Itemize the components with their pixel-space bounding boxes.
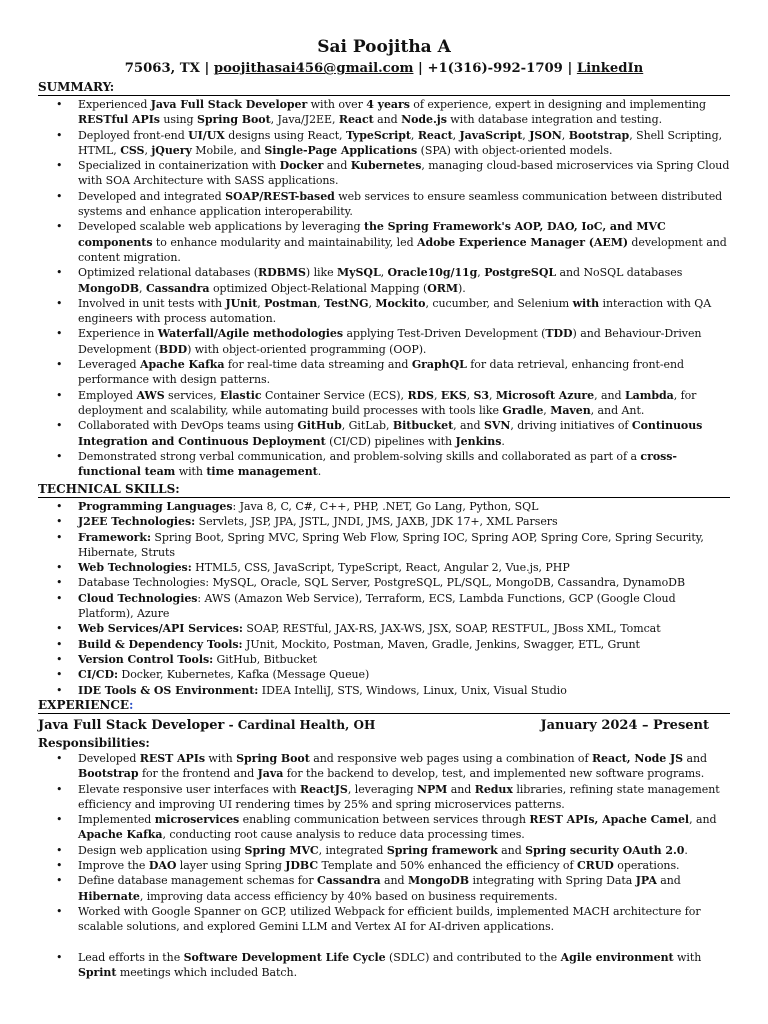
separator: | [562, 61, 577, 76]
text: and [323, 159, 351, 173]
text: optimized Object-Relational Mapping ( [209, 281, 428, 295]
bold-text: Single-Page Applications [264, 143, 418, 157]
text: , and Ant. [590, 403, 645, 417]
bold-text: RESTful APIs [78, 113, 160, 127]
text: , and [689, 813, 717, 827]
text: IDEA IntelliJ, STS, Windows, Linux, Unix, Visual Studio [258, 683, 567, 697]
bullet-item [38, 189, 730, 220]
bullet-icon: • [56, 358, 63, 372]
bullet-icon: • [56, 449, 63, 463]
text: operations. [613, 859, 680, 873]
bullet-icon: • [56, 874, 63, 888]
bullet-item [38, 514, 730, 529]
bold-text: Bitbucket [392, 419, 454, 433]
bold-text: CI/CD: [78, 668, 118, 682]
text: ) with object-oriented programming (OOP). [187, 342, 427, 356]
text: , conducting root cause analysis to reduce data processing times. [162, 828, 525, 842]
bold-text: Adobe Experience Manager (AEM) [417, 235, 628, 249]
bullet-icon: • [56, 327, 63, 341]
separator: | [199, 61, 214, 76]
text: HTML5, CSS, JavaScript, TypeScript, React, Angular 2, Vue.js, PHP [191, 561, 570, 575]
bullet-icon: • [56, 266, 63, 280]
summary-heading: SUMMARY: [38, 80, 730, 96]
bold-text: UI/UX [188, 128, 225, 142]
text: Involved in unit tests with [78, 296, 226, 310]
bullet-icon: • [56, 500, 63, 513]
phone: +1(316)-992-1709 [427, 61, 563, 76]
text: Experienced [78, 98, 151, 111]
bold-text: Programming Languages [78, 500, 233, 513]
bold-text: REST APIs [139, 752, 205, 765]
text: Template and 50% enhanced the efficiency of [318, 859, 577, 873]
text: , for deployment and scalability, while automating build processes with tools like [78, 388, 697, 417]
text: , and [453, 419, 484, 433]
text: Database Technologies: [78, 576, 210, 590]
text: services, [164, 388, 221, 402]
bold-text: CRUD [576, 859, 614, 873]
text: , [410, 128, 418, 142]
text: , GitLab, [341, 419, 393, 433]
bold-text: Version Control Tools: [78, 652, 214, 666]
bold-text: Spring Boot [236, 752, 310, 765]
text: and [497, 843, 526, 857]
bullet-icon: • [56, 388, 63, 402]
bullet-icon: • [56, 782, 63, 796]
candidate-name: Sai Poojitha A [317, 37, 451, 57]
bullet-icon: • [56, 752, 63, 765]
text: web services to ensure seamless communication between distributed systems and enhance application interoperability. [78, 189, 723, 219]
text: , [477, 266, 485, 280]
text: designs using React, [224, 128, 346, 142]
bold-text: SVN [483, 419, 511, 433]
text: ) and Behaviour-Driven Development ( [78, 327, 702, 356]
bold-text: JUnit [225, 296, 258, 310]
text: layer using Spring [176, 859, 286, 873]
list-spacer [38, 935, 730, 950]
text: MySQL, Oracle, SQL Server, PostgreSQL, PL/SQL, MongoDB, Cassandra, DynamoDB [209, 576, 685, 590]
text: and [447, 782, 475, 796]
bold-text: Spring security OAuth 2.0 [525, 843, 685, 857]
text: and [373, 113, 402, 127]
text: , [466, 388, 474, 402]
bold-text: Sprint [78, 965, 117, 979]
experience-section [38, 698, 730, 980]
bullet-icon: • [56, 843, 63, 857]
bullet-item [38, 560, 730, 575]
text: Optimized relational databases ( [78, 266, 259, 280]
bullet-icon: • [56, 591, 63, 605]
bold-text: jQuery [151, 143, 192, 157]
bold-text: S3 [473, 388, 489, 402]
bullet-icon: • [56, 859, 63, 873]
bullet-item [38, 858, 730, 873]
bold-text: Agile environment [560, 950, 674, 964]
responsibilities-list [38, 751, 730, 980]
text: ). [457, 281, 466, 295]
bullet-item [38, 128, 730, 159]
text: , Java/J2EE, [270, 113, 339, 127]
text: Demonstrated strong verbal communication, and problem-solving skills and collaborated as part of a [78, 449, 641, 463]
bullet-icon: • [56, 128, 63, 142]
bullet-item [38, 219, 730, 265]
bullet-icon: • [56, 576, 63, 590]
bullet-icon: • [56, 683, 63, 697]
bold-text: Spring framework [386, 843, 498, 857]
bullet-item [38, 388, 730, 419]
text: Specialized in containerization with [78, 159, 280, 173]
text: Leveraged [78, 358, 140, 372]
bold-text: Mockito [375, 296, 426, 310]
text: Worked with Google Spanner on GCP, utilized Webpack for efficient builds, implemented MACH architecture for scalable solutions, and explored Gemini LLM and Vertex AI for AI-driven applications. [78, 904, 701, 934]
bullet-item [38, 499, 730, 514]
text: Developed scalable web applications by leveraging [78, 220, 364, 234]
bold-text: Web Services/API Services: [78, 622, 243, 636]
job-title: Java Full Stack Developer [38, 718, 225, 733]
bullet-item [38, 751, 730, 782]
bullet-icon: • [56, 813, 63, 827]
bold-text: Elastic [220, 388, 262, 402]
bold-text: Apache Kafka [139, 358, 225, 372]
summary-section [38, 80, 730, 479]
bold-text: JSON [529, 128, 562, 142]
text: of experience, expert in designing and implementing [409, 98, 707, 111]
text: development and content migration. [78, 235, 727, 264]
bold-text: Software Development Life Cycle [183, 950, 386, 964]
text: Collaborated with DevOps teams using [78, 419, 298, 433]
text: , [543, 403, 551, 417]
bold-text: Maven [550, 403, 591, 417]
text: Define database management schemas for [78, 874, 317, 888]
bold-text: J2EE Technologies: [78, 515, 196, 529]
job-dates: January 2024 – Present [540, 718, 709, 733]
text: applying Test-Driven Development ( [343, 327, 546, 341]
text: libraries, refining state management efficiency and improving UI rendering times by 25% and spring microservices patterns. [78, 782, 720, 811]
text: , [380, 266, 388, 280]
experience-heading [38, 698, 730, 714]
bold-text: Bootstrap [568, 128, 630, 142]
bold-text: Docker [279, 159, 324, 173]
bullet-icon: • [56, 189, 63, 203]
bullet-item [38, 357, 730, 388]
skills-list [38, 499, 730, 698]
bold-text: JDBC [285, 859, 319, 873]
bold-text: EKS [440, 388, 467, 402]
bullet-item [38, 683, 730, 698]
bold-text: TDD [545, 327, 573, 341]
text: , [368, 296, 376, 310]
text: integrating with Spring Data [469, 874, 636, 888]
text: with over [307, 98, 367, 111]
job-title-line [38, 716, 375, 735]
text: Developed [78, 752, 140, 765]
bold-text: Cassandra [145, 281, 210, 295]
text: Elevate responsive user interfaces with [78, 782, 300, 796]
bullet-item [38, 621, 730, 636]
bullet-item [38, 418, 730, 449]
text: , [561, 128, 569, 142]
text: SOAP, RESTful, JAX-RS, JAX-WS, JSX, SOAP, RESTFUL, JBoss XML, Tomcat [242, 622, 661, 636]
text: Employed [78, 388, 137, 402]
bullet-item [38, 449, 730, 480]
bold-text: JPA [635, 874, 657, 888]
bold-text: Jenkins [455, 434, 502, 448]
bullet-item [38, 667, 730, 682]
bold-text: microservices [154, 813, 240, 827]
bullet-item [38, 782, 730, 813]
bold-text: Java Full Stack Developer [150, 98, 308, 111]
text: Experience in [78, 327, 158, 341]
text: , managing cloud-based microservices via Spring Cloud with SOA Architecture with SASS applications. [78, 159, 730, 188]
text: for data retrieval, enhancing front-end performance with design patterns. [78, 358, 685, 387]
bold-text: Lambda [624, 388, 674, 402]
bullet-item [38, 873, 730, 904]
text: (SPA) with object-oriented models. [417, 143, 613, 157]
text: , driving initiatives of [510, 419, 632, 433]
text: with [204, 752, 237, 765]
bold-text: Redux [474, 782, 513, 796]
text: Implemented [78, 813, 155, 827]
summary-list [38, 97, 730, 479]
text: to enhance modularity and maintainability, led [152, 235, 418, 249]
bold-text: JavaScript [459, 128, 523, 142]
bold-text: RDS [407, 388, 434, 402]
bullet-icon: • [56, 220, 63, 234]
separator: | [413, 61, 428, 76]
bold-text: React [338, 113, 374, 127]
text: , [522, 128, 530, 142]
text: Servlets, JSP, JPA, JSTL, JNDI, JMS, JAXB, JDK 17+, XML Parsers [195, 515, 558, 529]
email-link[interactable]: poojithasai456@gmail.com [213, 61, 414, 76]
bold-text: time management [206, 465, 318, 479]
bold-text: ReactJS [299, 782, 348, 796]
bold-text: Postman [264, 296, 318, 310]
bullet-item [38, 904, 730, 935]
bold-text: GraphQL [411, 358, 467, 372]
text: Developed and integrated [78, 189, 226, 203]
bold-text: Bootstrap [78, 767, 139, 781]
company: - Cardinal Health, OH [224, 718, 376, 732]
bullet-icon: • [56, 296, 63, 310]
text: and NoSQL databases [556, 266, 683, 280]
text: and responsive web pages using a combination of [309, 752, 592, 765]
text: JUnit, Mockito, Postman, Maven, Gradle, Jenkins, Swagger, ETL, Grunt [242, 637, 640, 651]
text: , [144, 143, 152, 157]
text: Improve the [78, 859, 149, 873]
text: , [452, 128, 460, 142]
text: , [317, 296, 325, 310]
job-header [38, 716, 730, 735]
text: for the backend to develop, test, and implemented new software programs. [283, 767, 705, 781]
bold-text: GitHub [297, 419, 342, 433]
text: with database integration and testing. [446, 113, 663, 127]
bullet-item [38, 652, 730, 667]
text: . [501, 434, 505, 448]
text: ) like [305, 266, 338, 280]
bullet-item [38, 326, 730, 357]
bold-text: TypeScript [345, 128, 411, 142]
text: and [380, 874, 408, 888]
bullet-item [38, 812, 730, 843]
bullet-item [38, 296, 730, 327]
bold-text: IDE Tools & OS Environment: [78, 683, 259, 697]
text: (SDLC) and contributed to the [385, 950, 561, 964]
bold-text: Spring MVC [244, 843, 319, 857]
text: for the frontend and [138, 767, 258, 781]
text: : Java 8, C, C#, C++, PHP, .NET, Go Lang, Python, SQL [232, 500, 539, 513]
bold-text: MySQL [337, 266, 381, 280]
bullet-icon: • [56, 904, 63, 918]
text: Design web application using [78, 843, 245, 857]
contact-line [0, 60, 768, 77]
bold-text: Web Technologies: [78, 561, 192, 575]
bold-text: Spring Boot [196, 113, 271, 127]
text: , improving data access efficiency by 40% based on business requirements. [139, 889, 558, 903]
bullet-item [38, 637, 730, 652]
bullet-item [38, 265, 730, 296]
bold-text: DAO [148, 859, 177, 873]
bold-text: MongoDB [78, 281, 140, 295]
bold-text: Kubernetes [350, 159, 422, 173]
bold-text: React, Node JS [591, 752, 684, 765]
text: , [489, 388, 496, 402]
text: Docker, Kubernetes, Kafka (Message Queue) [117, 668, 370, 682]
bullet-icon: • [56, 622, 63, 636]
text: with [175, 465, 207, 479]
text: , [139, 281, 146, 295]
text: Lead efforts in the [78, 950, 184, 964]
experience-heading-colon: : [129, 698, 134, 712]
text: and [683, 752, 708, 765]
bullet-icon: • [56, 530, 63, 544]
text: , and [594, 388, 625, 402]
bold-text: REST APIs, Apache Camel [529, 813, 690, 827]
bold-text: React [417, 128, 453, 142]
bold-text: Gradle [502, 403, 544, 417]
text: Deployed front-end [78, 128, 189, 142]
text: Spring Boot, Spring MVC, Spring Web Flow, Spring IOC, Spring AOP, Spring Core, Spring Security, Hibernate, Struts [78, 530, 704, 559]
bullet-item [38, 575, 730, 590]
bold-text: SOAP/REST-based [225, 189, 335, 203]
bold-text: NPM [416, 782, 448, 796]
experience-heading-text: EXPERIENCE [38, 698, 130, 712]
bold-text: Oracle10g/11g [387, 266, 478, 280]
bullet-icon: • [56, 668, 63, 682]
text: , [257, 296, 265, 310]
bold-text: MongoDB [408, 874, 470, 888]
text: and [656, 874, 681, 888]
bullet-item [38, 158, 730, 189]
bold-text: Framework: [78, 530, 151, 544]
text: . [317, 465, 322, 479]
text: Container Service (ECS), [261, 388, 408, 402]
linkedin-link[interactable]: LinkedIn [576, 61, 644, 76]
text: enabling communication between services through [239, 813, 530, 827]
bold-text: with [572, 296, 600, 310]
bold-text: ORM [427, 281, 458, 295]
bold-text: Cloud Technologies [78, 591, 198, 605]
bullet-icon: • [56, 652, 63, 666]
bullet-icon: • [56, 561, 63, 575]
bold-text: AWS [136, 388, 165, 402]
bold-text: PostgreSQL [484, 266, 557, 280]
bold-text: Hibernate [78, 889, 140, 903]
bold-text: Microsoft Azure [495, 388, 595, 402]
text: interaction with QA engineers with process automation. [78, 296, 712, 326]
text: Mobile, and [191, 143, 265, 157]
bold-text: Build & Dependency Tools: [78, 637, 243, 651]
bullet-icon: • [56, 515, 63, 529]
text: for real-time data streaming and [224, 358, 412, 372]
bold-text: Node.js [401, 113, 447, 127]
bold-text: CSS [120, 143, 145, 157]
bullet-icon: • [56, 98, 63, 111]
text: using [159, 113, 197, 127]
location: 75063, TX [124, 61, 200, 76]
bullet-item [38, 591, 730, 622]
text: GitHub, Bitbucket [213, 652, 318, 666]
skills-section [38, 482, 730, 698]
bullet-item [38, 530, 730, 561]
bullet-item [38, 97, 730, 128]
text: with [673, 950, 702, 964]
bold-text: 4 years [366, 98, 410, 111]
text: (CI/CD) pipelines with [325, 434, 456, 448]
bold-text: the Spring Framework's AOP, DAO, IoC, and MVC components [78, 220, 666, 249]
text: , cucumber, and Selenium [425, 296, 573, 310]
bold-text: RDBMS [258, 266, 306, 280]
bullet-item [38, 950, 730, 981]
text: , integrated [318, 843, 387, 857]
bullet-icon: • [56, 419, 63, 433]
bullet-icon: • [56, 159, 63, 173]
bullet-item [38, 843, 730, 858]
text: , Shell Scripting, HTML, [78, 128, 723, 157]
text: , [433, 388, 441, 402]
skills-heading: TECHNICAL SKILLS: [38, 482, 730, 498]
bold-text: Cassandra [317, 874, 381, 888]
responsibilities-label: Responsibilities: [38, 736, 150, 750]
bullet-icon: • [56, 637, 63, 651]
bullet-icon: • [56, 950, 63, 964]
text: . [684, 843, 688, 857]
bold-text: BDD [158, 342, 188, 356]
text: meetings which included Batch. [116, 965, 298, 979]
bold-text: Apache Kafka [78, 828, 163, 842]
bold-text: cross-functional team [78, 449, 677, 479]
bold-text: TestNG [324, 296, 369, 310]
text: , leveraging [347, 782, 417, 796]
bold-text: Continuous Integration and Continuous Deployment [78, 419, 703, 448]
bold-text: Java [257, 767, 284, 781]
bold-text: Waterfall/Agile methodologies [157, 327, 343, 341]
text: : AWS (Amazon Web Service), Terraform, ECS, Lambda Functions, GCP (Google Cloud Platform), Azure [78, 591, 676, 621]
